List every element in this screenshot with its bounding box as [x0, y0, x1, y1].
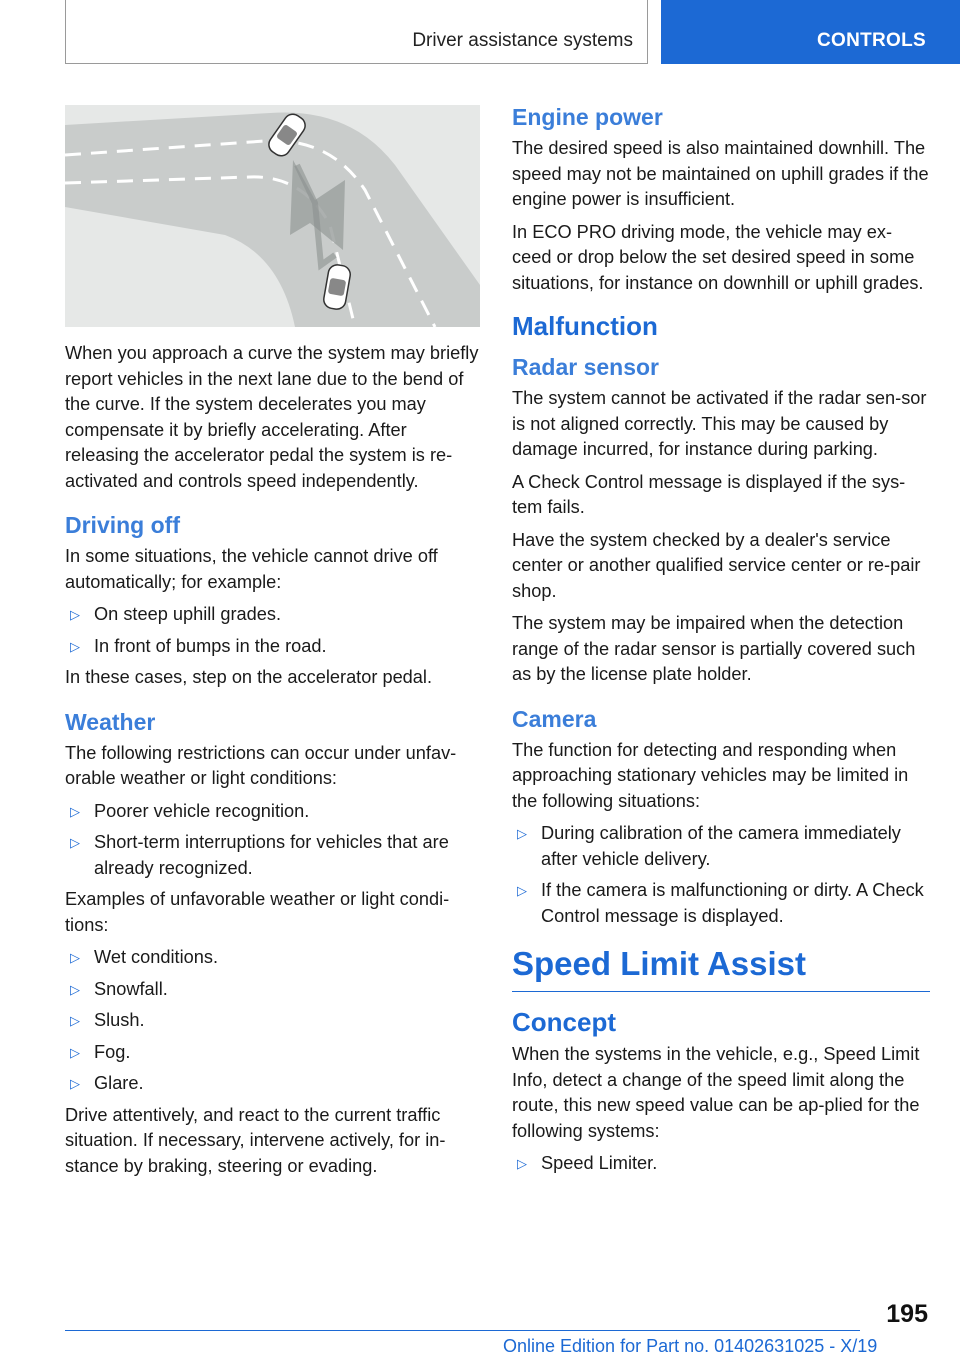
- header-chapter-title: CONTROLS: [816, 30, 926, 51]
- radar-sensor-heading: Radar sensor: [512, 354, 660, 380]
- list-item: ▷ During calibration of the camera immediately after vehicle delivery.: [517, 823, 901, 869]
- camera-heading: Camera: [512, 705, 597, 732]
- engine-power-p2: In ECO PRO driving mode, the vehicle may ex-ceed or drop below the set desired speed in some situations, for instance on downhill or uphill grades.: [512, 221, 924, 293]
- footer-edition: Online Edition for Part no. 01402631025 - X/19: [503, 1336, 878, 1356]
- list-item: ▷ Snowfall.: [65, 977, 480, 1003]
- malfunction-heading: Malfunction: [512, 311, 658, 341]
- radar-p1: The system cannot be activated if the radar sen-sor is not aligned correctly. This may be caused by damage incurred, for instance during parking.: [512, 388, 927, 459]
- engine-power-heading: Engine power: [512, 104, 663, 130]
- radar-p4: The system may be impaired when the detection range of the radar sensor is partially covered such as by the license plate holder.: [512, 613, 916, 684]
- weather-examples-intro: Examples of unfavorable weather or light condi-tions:: [65, 889, 450, 935]
- list-item: ▷ Poorer vehicle recognition.: [65, 799, 480, 825]
- header-section-box: [65, 0, 648, 64]
- curve-paragraph: When you approach a curve the system may briefly report vehicles in the next lane due to the bend of the curve. If the system decelerates you may compensate it by briefly accelerating. After releasing the accelerator pedal the system is re-activated and controls speed independently.: [65, 343, 479, 491]
- list-item: ▷ Glare.: [65, 1071, 480, 1097]
- concept-p1: When the systems in the vehicle, e.g., Speed Limit Info, detect a change of the speed limit along the route, this new speed value can be ap-plied for the following systems:: [512, 1044, 920, 1141]
- right-column: [512, 100, 930, 1183]
- bullet-triangle-icon: ▷: [517, 883, 527, 898]
- bullet-triangle-icon: ▷: [70, 950, 80, 965]
- footer-divider: [65, 1330, 860, 1331]
- bullet-triangle-icon: ▷: [70, 1076, 80, 1091]
- bullet-triangle-icon: ▷: [517, 1156, 527, 1171]
- bullet-triangle-icon: ▷: [70, 835, 80, 850]
- camera-list: [512, 821, 930, 929]
- weather-examples-list: [65, 945, 480, 1097]
- driving-off-list: [65, 602, 480, 659]
- list-item: ▷ If the camera is malfunctioning or dirty. A Check Control message is displayed.: [517, 880, 924, 926]
- engine-power-p1: The desired speed is also maintained downhill. The speed may not be maintained on uphill grades if the engine power is insufficient.: [512, 138, 929, 209]
- weather-outro: Drive attentively, and react to the current traffic situation. If necessary, intervene actively, for in-stance by braking, steering or evading.: [65, 1104, 446, 1176]
- list-item: ▷ Speed Limiter.: [512, 1151, 930, 1177]
- camera-p1: The function for detecting and responding when approaching stationary vehicles may be limited in the following situations:: [512, 739, 909, 811]
- curve-illustration: [65, 105, 480, 327]
- list-item: ▷ In front of bumps in the road.: [65, 634, 480, 660]
- radar-p3: Have the system checked by a dealer's service center or another qualified service center or re-pair shop.: [512, 529, 921, 601]
- list-item: ▷ On steep uphill grades.: [65, 602, 480, 628]
- weather-heading: Weather: [65, 708, 156, 735]
- radar-p2: A Check Control message is displayed if the sys-tem fails.: [512, 471, 906, 517]
- bullet-triangle-icon: ▷: [70, 638, 80, 654]
- left-column: [65, 100, 480, 1186]
- bullet-triangle-icon: ▷: [70, 981, 80, 997]
- list-item: ▷ Fog.: [65, 1040, 480, 1066]
- list-item: ▷ Wet conditions.: [65, 945, 480, 971]
- driving-off-heading: Driving off: [65, 512, 180, 538]
- concept-list: [512, 1151, 930, 1177]
- header-section-title: Driver assistance systems: [412, 30, 633, 51]
- header-chapter-tab: [661, 0, 960, 64]
- bullet-triangle-icon: ▷: [517, 826, 527, 841]
- bullet-triangle-icon: ▷: [70, 1044, 80, 1060]
- concept-heading: Concept: [512, 1007, 616, 1037]
- bullet-triangle-icon: ▷: [70, 607, 80, 622]
- bullet-triangle-icon: ▷: [70, 1013, 80, 1028]
- weather-intro: The following restrictions can occur under unfav-orable weather or light conditions:: [65, 742, 457, 788]
- list-item: ▷ Short-term interruptions for vehicles that are already recognized.: [70, 832, 449, 878]
- weather-list: [65, 799, 480, 882]
- bullet-triangle-icon: ▷: [70, 803, 80, 819]
- speed-limit-assist-heading: Speed Limit Assist: [512, 943, 930, 992]
- driving-off-intro: In some situations, the vehicle cannot drive off automatically; for example:: [65, 546, 438, 592]
- list-item: ▷ Slush.: [65, 1008, 480, 1034]
- page-number: 195: [886, 1300, 928, 1328]
- driving-off-outro: In these cases, step on the accelerator pedal.: [65, 667, 433, 687]
